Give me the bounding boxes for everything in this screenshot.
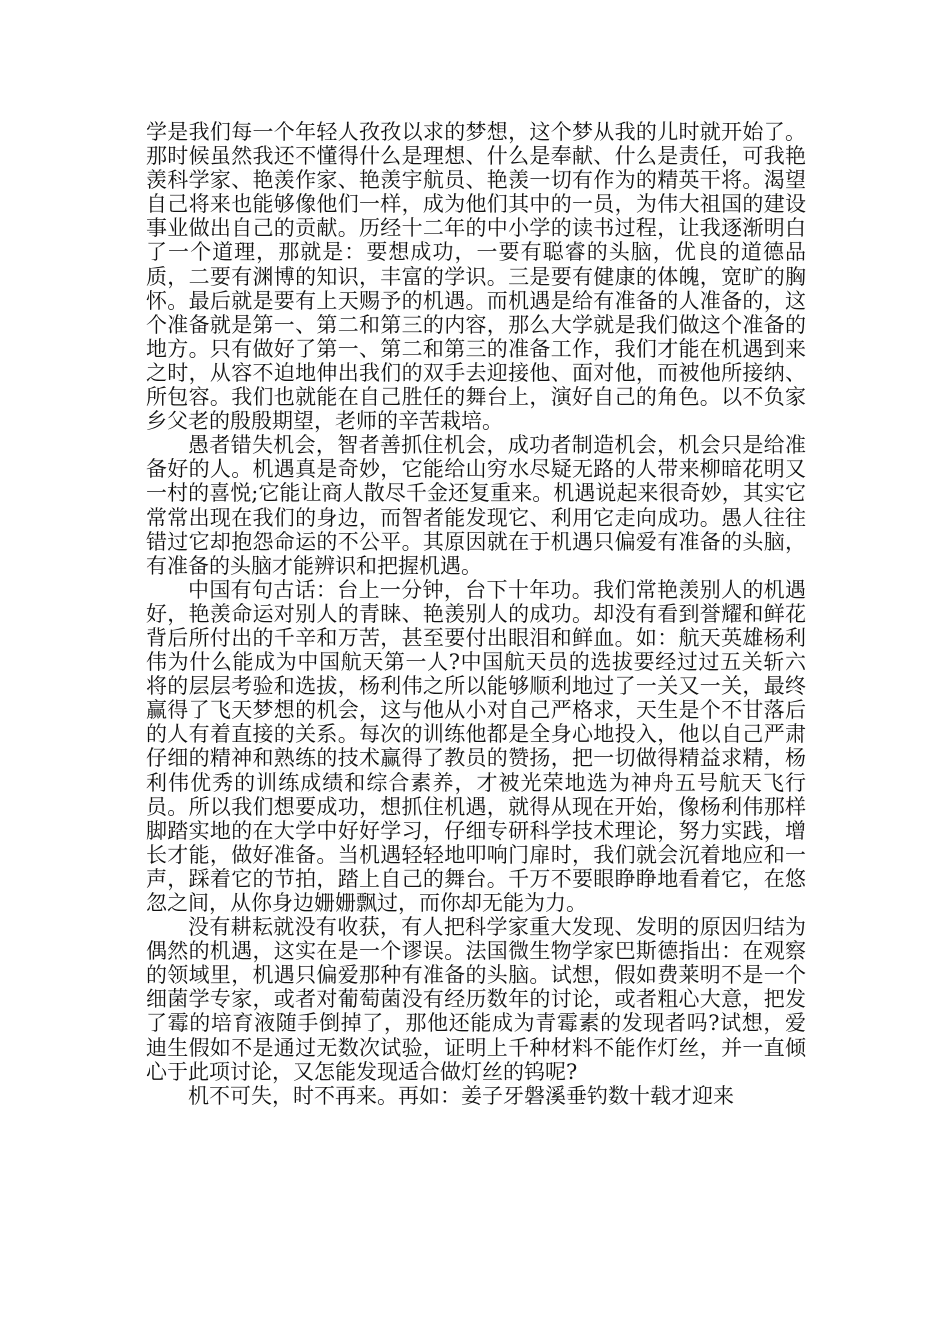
paragraph-1: 学是我们每一个年轻人孜孜以求的梦想，这个梦从我的儿时就开始了。那时候虽然我还不懂得什么是理想、什么是奉献、什么是责任，可我艳羡科学家、艳羡作家、艳羡宇航员、艳羡一切有作为的精英干将。渴望自己将来也能够像他们一样，成为他们其中的一员，为伟大祖国的建设事业做出自己的贡献。历经十二年的中小学的读书过程，让我逐渐明白了一个道理，那就是：要想成功，一要有聪睿的头脑，优良的道德品质，二要有渊博的知识，丰富的学识。三是要有健康的体魄，宽旷的胸怀。最后就是要有上天赐予的机遇。而机遇是给有准备的人准备的，这个准备就是第一、第二和第三的内容，那么大学就是我们做这个准备的地方。只有做好了第一、第二和第三的准备工作，我们才能在机遇到来之时，从容不迫地伸出我们的双手去迎接他、面对他，而被他所接纳、所包容。我们也就能在自己胜任的舞台上，演好自己的角色。以不负家乡父老的殷殷期望，老师的辛苦栽培。 <box>146 120 806 434</box>
paragraph-4: 没有耕耘就没有收获，有人把科学家重大发现、发明的原因归结为偶然的机遇，这实在是一个谬误。法国微生物学家巴斯德指出：在观察的领域里，机遇只偏爱那种有准备的头脑。试想，假如费莱明不是一个细菌学专家，或者对葡萄菌没有经历数年的讨论，或者粗心大意，把发了霉的培育液随手倒掉了，那他还能成为青霉素的发现者吗?试想，爱迪生假如不是通过无数次试验，证明上千种材料不能作灯丝，并一直倾心于此项讨论，又怎能发现适合做灯丝的钨呢? <box>146 915 806 1084</box>
document-body <box>146 120 806 1108</box>
paragraph-3: 中国有句古话：台上一分钟，台下十年功。我们常艳羡别人的机遇好，艳羡命运对别人的青睐、艳羡别人的成功。却没有看到誉耀和鲜花背后所付出的千辛和万苦，甚至要付出眼泪和鲜血。如：航天英雄杨利伟为什么能成为中国航天第一人?中国航天员的选拔要经过过五关斩六将的层层考验和选拔，杨利伟之所以能够顺利地过了一关又一关，最终赢得了飞天梦想的机会，这与他从小对自己严格求，天生是个不甘落后的人有着直接的关系。每次的训练他都是全身心地投入，他以自己严肃仔细的精神和熟练的技术赢得了教员的赞扬，把一切做得精益求精，杨利伟优秀的训练成绩和综合素养，才被光荣地选为神舟五号航天飞行员。所以我们想要成功，想抓住机遇，就得从现在开始，像杨利伟那样脚踏实地的在大学中好好学习，仔细专研科学技术理论，努力实践，增长才能，做好准备。当机遇轻轻地叩响门扉时，我们就会沉着地应和一声，踩着它的节拍，踏上自己的舞台。千万不要眼睁睁地看着它，在悠忽之间，从你身边姗姗飘过，而你却无能为力。 <box>146 577 806 915</box>
paragraph-5: 机不可失，时不再来。再如：姜子牙磐溪垂钓数十载才迎来 <box>188 1083 734 1108</box>
paragraph-2: 愚者错失机会，智者善抓住机会，成功者制造机会，机会只是给准备好的人。机遇真是奇妙，它能给山穷水尽疑无路的人带来柳暗花明又一村的喜悦;它能让商人散尽千金还复重来。机遇说起来很奇妙，其实它常常出现在我们的身边，而智者能发现它、利用它走向成功。愚人往往错过它却抱怨命运的不公平。其原因就在于机遇只偏爱有准备的头脑，有准备的头脑才能辨识和把握机遇。 <box>146 433 806 578</box>
